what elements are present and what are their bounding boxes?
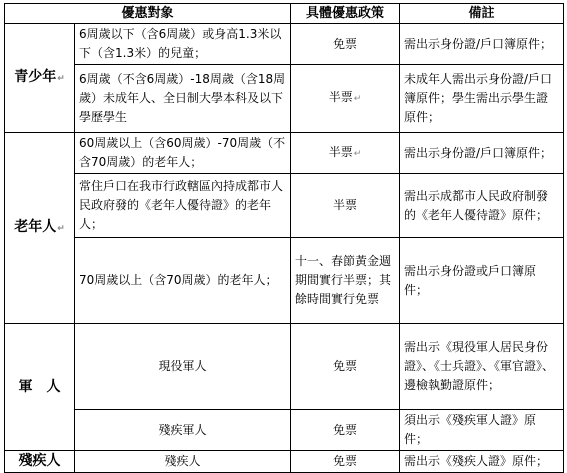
- table-row: [5, 451, 564, 473]
- note-cell: 未成年人需出示身份證/戶口簿原件；學生需出示學生證原件；: [400, 65, 564, 133]
- note-cell: 需出示身份證/戶口簿原件；: [400, 133, 564, 174]
- header-note: 備註: [400, 4, 564, 24]
- category-military: 軍 人: [5, 324, 75, 451]
- note-cell: 需出示《現役軍人居民身份證》、《士兵證》、《軍官證》、邊檢執勤證原件；: [400, 324, 564, 410]
- table-row: [5, 324, 564, 410]
- return-mark-icon: ↵: [57, 223, 65, 234]
- table-row: [5, 174, 564, 238]
- note-cell: 須出示《殘疾軍人證》原件；: [400, 410, 564, 451]
- policy-cell: 免票: [291, 24, 400, 65]
- policy-cell: 半票↵: [291, 65, 400, 133]
- category-disabled: 殘疾人: [5, 451, 75, 473]
- policy-cell: 免票: [291, 451, 400, 473]
- policy-cell: 免票: [291, 410, 400, 451]
- policy-cell: 十一、春節黃金週期間實行半票；其餘時間實行免票: [291, 238, 400, 324]
- target-cell: 現役軍人: [75, 324, 291, 410]
- table-row: [5, 24, 564, 65]
- note-cell: 需出示成都市人民政府制發的《老年人優待證》原件；: [400, 174, 564, 238]
- target-cell: 6周歲以下（含6周歲）或身高1.3米以下（含1.3米）的兒童；: [75, 24, 291, 65]
- table-row: [5, 410, 564, 451]
- target-cell: 殘疾人: [75, 451, 291, 473]
- table-row: [5, 133, 564, 174]
- target-cell: 6周歲（不含6周歲）-18周歲（含18周歲）未成年人、全日制大學本科及以下學歷學生: [75, 65, 291, 133]
- target-cell: 70周歲以上（含70周歲）的老年人；: [75, 238, 291, 324]
- target-cell: 殘疾軍人: [75, 410, 291, 451]
- header-policy: 具體優惠政策: [291, 4, 400, 24]
- policy-cell: 半票: [291, 174, 400, 238]
- target-cell: 常住戶口在我市行政轄區內持成都市人民政府發的《老年人優待證》的老年人；: [75, 174, 291, 238]
- table-header-row: [5, 4, 564, 24]
- discount-policy-table: [4, 3, 564, 473]
- note-cell: 需出示《殘疾人證》原件；: [400, 451, 564, 473]
- policy-cell: 半票↵: [291, 133, 400, 174]
- return-mark-icon: ↵: [57, 73, 65, 84]
- target-cell: 60周歲以上（含60周歲）-70周歲（不含70周歲）的老年人；: [75, 133, 291, 174]
- table-row: [5, 238, 564, 324]
- return-mark-icon: ↵: [353, 94, 362, 104]
- policy-cell: 免票: [291, 324, 400, 410]
- note-cell: 需出示身份證/戶口簿原件；: [400, 24, 564, 65]
- header-target: 優惠對象: [5, 4, 291, 24]
- note-cell: 需出示身份證或戶口簿原件；: [400, 238, 564, 324]
- table-row: [5, 65, 564, 133]
- return-mark-icon: ↵: [353, 148, 362, 159]
- category-elderly: 老年人↵: [5, 133, 75, 324]
- category-youth: 青少年↵: [5, 24, 75, 133]
